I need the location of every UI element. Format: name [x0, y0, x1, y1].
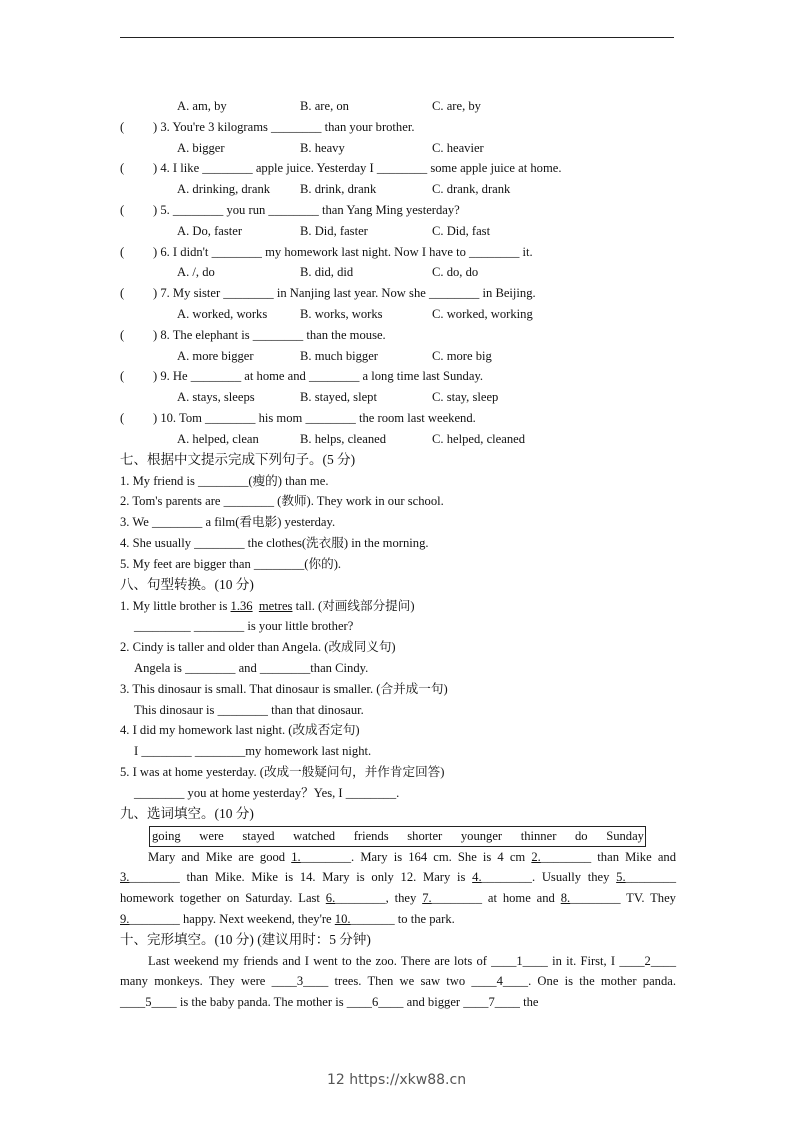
option-c: C. helped, cleaned [432, 431, 526, 446]
mc-question [120, 242, 676, 263]
header-rule [120, 37, 674, 38]
option-b: B. works, works [300, 306, 383, 321]
option-b: B. drink, drank [300, 182, 377, 197]
text: happy. Next weekend, they're [179, 911, 335, 926]
blank: ________ [129, 870, 180, 885]
blank: ________ [570, 891, 621, 906]
question-options [120, 387, 676, 408]
option-c: C. do, do [432, 265, 479, 280]
section7-item: 1. My friend is ________(瘦的) than me. [120, 473, 329, 488]
option-c: C. are, by [432, 99, 481, 113]
text: at home and [482, 891, 561, 906]
section7-item: 2. Tom's parents are ________ (教师). They work in our school. [120, 494, 444, 509]
answer-paren: ( [120, 369, 125, 384]
section9-title: 九、选词填空。(10 分) [120, 805, 254, 821]
question-options [120, 179, 676, 200]
cloze-blank: ____3____ [271, 974, 329, 989]
section7-item: 4. She usually ________ the clothes(洗衣服) in the morning. [120, 535, 429, 550]
question-stem: ) 3. You're 3 kilograms ________ than your brother. [153, 119, 415, 134]
answer-paren: ( [120, 161, 125, 176]
text: than Mike. Mike is 14. Mary is only 12. Mary is [179, 870, 473, 885]
blank-number: 1. [291, 849, 301, 864]
blank-number: 5. [616, 870, 626, 885]
option-a: A. worked, works [177, 306, 268, 321]
blank: ________ [431, 891, 483, 906]
option-c: C. heavier [432, 140, 484, 155]
text: many monkeys. They were [120, 974, 272, 989]
blank: ________ [625, 870, 676, 885]
option-b: B. heavy [300, 140, 345, 155]
mc-question [120, 325, 676, 346]
question-options [120, 304, 676, 325]
option-c: C. stay, sleep [432, 390, 499, 405]
text: Mary and Mike are good [148, 849, 292, 864]
section8-q1-answer: _________ ________ is your little brother? [134, 619, 354, 634]
question-stem: ) 10. Tom ________ his mom ________ the room last weekend. [153, 410, 476, 425]
blank-number: 9. [120, 911, 130, 926]
question-stem: ) 6. I didn't ________ my homework last night. Now I have to ________ it. [153, 244, 533, 259]
option-a: A. bigger [177, 140, 225, 155]
q2-options [120, 96, 676, 117]
answer-paren: ( [120, 202, 125, 217]
section7-item: 5. My feet are bigger than ________(你的). [120, 556, 342, 571]
option-b: B. are, on [300, 99, 349, 113]
text: and bigger [403, 995, 464, 1010]
mc-question [120, 366, 676, 387]
question-options [120, 429, 676, 450]
blank: ________ [481, 870, 532, 885]
text: 1. My little brother is [120, 598, 231, 613]
blank: ________ [540, 849, 592, 864]
option-b: B. much bigger [300, 348, 378, 363]
section10-passage [120, 951, 676, 1013]
cloze-blank: ____5____ [120, 995, 177, 1010]
text: , they [385, 891, 423, 906]
blank-number: 4. [472, 870, 482, 885]
underlined-text: metres [258, 598, 293, 613]
text: to the park. [394, 911, 455, 926]
answer-paren: ( [120, 327, 125, 342]
cloze-blank: ____4____ [471, 974, 529, 989]
option-a: A. more bigger [177, 348, 254, 363]
multiple-choice-list [120, 117, 676, 450]
text: in it. First, I [547, 953, 620, 968]
text: homework together on Saturday. Last [120, 891, 326, 906]
text: the [519, 995, 539, 1010]
text: . Usually they [531, 870, 617, 885]
word-bank-item: Sunday [606, 828, 644, 843]
section8-q2-answer: Angela is ________ and ________than Cindy. [134, 660, 369, 675]
section8-q4: 4. I did my homework last night. (改成否定句) [120, 723, 360, 738]
section8-q4-answer: I ________ ________my homework last night. [134, 744, 372, 759]
blank: ________ [335, 891, 386, 906]
question-options [120, 138, 676, 159]
text: . One is the mother panda. [528, 974, 676, 989]
blank-number: 2. [531, 849, 541, 864]
cloze-blank: ____2____ [619, 953, 677, 968]
option-a: A. am, by [177, 99, 227, 113]
blank-number: 8. [560, 891, 571, 906]
section8-q1 [120, 596, 676, 617]
section7-title: 七、根据中文提示完成下列句子。(5 分) [120, 451, 356, 467]
section9-passage [120, 847, 676, 930]
option-a: A. /, do [177, 265, 215, 280]
word-bank-item: shorter [407, 828, 443, 843]
section8-q3: 3. This dinosaur is small. That dinosaur is smaller. (合并成一句) [120, 681, 448, 696]
section8-q5-answer: ________ you at home yesterday？Yes, I ________. [134, 785, 400, 800]
word-bank-item: do [575, 828, 588, 843]
word-bank-item: were [199, 828, 224, 843]
question-stem: ) 4. I like ________ apple juice. Yesterday I ________ some apple juice at home. [153, 161, 562, 176]
section7-item: 3. We ________ a film(看电影) yesterday. [120, 515, 336, 530]
text: tall. (对画线部分提问) [292, 598, 415, 613]
word-bank-item: younger [460, 828, 503, 843]
word-bank-item: watched [293, 828, 336, 843]
question-stem: ) 8. The elephant is ________ than the mouse. [153, 327, 386, 342]
blank-number: 7. [422, 891, 432, 906]
section8-q5: 5. I was at home yesterday. (改成一般疑问句，并作肯定回答) [120, 764, 445, 779]
mc-question [120, 283, 676, 304]
option-b: B. Did, faster [300, 223, 368, 238]
blank: _______ [350, 911, 395, 926]
option-a: A. helped, clean [177, 431, 259, 446]
word-bank-item: stayed [242, 828, 275, 843]
question-stem: ) 9. He ________ at home and ________ a long time last Sunday. [153, 369, 484, 384]
word-bank [149, 826, 646, 847]
blank: ________ [300, 849, 352, 864]
text: . Mary is 164 cm. She is 4 cm [351, 849, 532, 864]
cloze-blank: ____7____ [463, 995, 520, 1010]
option-a: A. Do, faster [177, 223, 243, 238]
question-options [120, 346, 676, 367]
cloze-blank: ____1____ [491, 953, 548, 968]
mc-question [120, 117, 676, 138]
answer-paren: ( [120, 244, 125, 259]
blank-number: 10. [334, 911, 351, 926]
option-c: C. more big [432, 348, 492, 363]
text: is the baby panda. The mother is [176, 995, 347, 1010]
section8-q3-answer: This dinosaur is ________ than that dinosaur. [134, 702, 364, 717]
option-a: A. drinking, drank [177, 182, 271, 197]
section8-title: 八、句型转换。(10 分) [120, 576, 254, 592]
text: trees. Then we saw two [328, 974, 472, 989]
option-a: A. stays, sleeps [177, 390, 255, 405]
blank-number: 6. [325, 891, 336, 906]
option-b: B. did, did [300, 265, 354, 280]
question-stem: ) 7. My sister ________ in Nanjing last year. Now she ________ in Beijing. [153, 286, 536, 301]
text: Last weekend my friends and I went to the zoo. There are lots of [148, 953, 492, 968]
option-b: B. stayed, slept [300, 390, 377, 405]
section8-q2: 2. Cindy is taller and older than Angela. (改成同义句) [120, 640, 396, 655]
section10-title: 十、完形填空。(10 分) (建议用时：5 分钟) [120, 931, 371, 947]
blank: ________ [129, 911, 180, 926]
option-b: B. helps, cleaned [300, 431, 387, 446]
word-bank-item: thinner [520, 828, 557, 843]
word-bank-item: going [152, 828, 181, 843]
answer-paren: ( [120, 119, 125, 134]
page-footer: 12 https://xkw88.cn [326, 1072, 467, 1088]
option-c: C. drank, drank [432, 182, 511, 197]
text: than Mike and [591, 849, 676, 864]
answer-paren: ( [120, 410, 125, 425]
question-stem: ) 5. ________ you run ________ than Yang Ming yesterday? [153, 202, 460, 217]
underlined-text: 1.36 [230, 598, 253, 613]
page-content [120, 96, 676, 1013]
answer-paren: ( [120, 286, 125, 301]
cloze-blank: ____6____ [346, 995, 404, 1010]
question-options [120, 221, 676, 242]
text: TV. They [620, 891, 676, 906]
mc-question [120, 158, 676, 179]
blank-number: 3. [120, 870, 130, 885]
question-options [120, 262, 676, 283]
mc-question [120, 408, 676, 429]
option-c: C. worked, working [432, 306, 533, 321]
option-c: C. Did, fast [432, 223, 491, 238]
word-bank-item: friends [353, 828, 389, 843]
mc-question [120, 200, 676, 221]
